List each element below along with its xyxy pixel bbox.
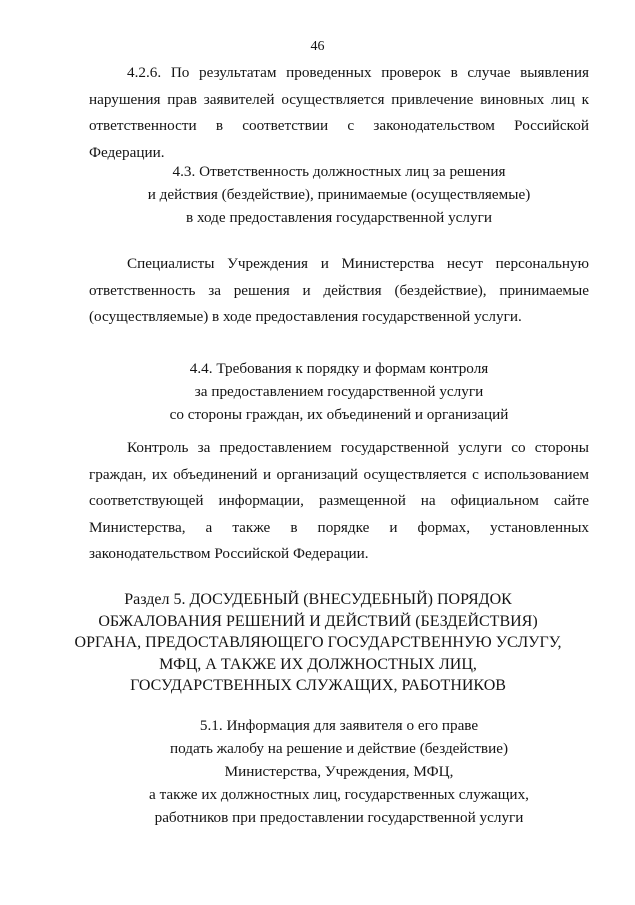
heading-5-1 (89, 714, 589, 829)
heading-4-3-line-2: и действия (бездействие), принимаемые (осуществляемые) (147, 186, 531, 203)
heading-4-4-line-3: со стороны граждан, их объединений и организаций (169, 406, 509, 423)
section-5-title-line-5: ГОСУДАРСТВЕННЫХ СЛУЖАЩИХ, РАБОТНИКОВ (130, 677, 506, 694)
heading-4-3 (89, 160, 589, 229)
heading-5-1-line-3: Министерства, Учреждения, МФЦ, (224, 763, 454, 780)
section-5-title (60, 589, 576, 697)
paragraph-4-2-6: 4.2.6. По результатам проведенных проверок в случае выявления нарушения прав заявителей осуществляется привлечение виновных лиц к ответственности в соответствии с законодательством Российской Федерации. (89, 64, 589, 161)
heading-5-1-line-2: подать жалобу на решение и действие (бездействие) (169, 740, 509, 757)
heading-4-3-line-3: в ходе предоставления государственной услуги (186, 209, 492, 226)
section-5-title-line-1: Раздел 5. ДОСУДЕБНЫЙ (ВНЕСУДЕБНЫЙ) ПОРЯДОК (124, 591, 512, 608)
paragraph-4-3: Специалисты Учреждения и Министерства несут персональную ответственность за решения и действия (бездействие), принимаемые (осуществляемые) в ходе предоставления государственной услуги. (89, 255, 589, 325)
heading-4-4-line-2: за предоставлением государственной услуги (194, 383, 484, 400)
heading-4-4 (89, 357, 589, 426)
section-5-title-line-2: ОБЖАЛОВАНИЯ РЕШЕНИЙ И ДЕЙСТВИЙ (БЕЗДЕЙСТВИЯ) (98, 612, 538, 630)
heading-5-1-line-4: а также их должностных лиц, государственных служащих, (149, 786, 529, 803)
heading-5-1-line-5: работников при предоставлении государственной услуги (154, 809, 524, 826)
heading-5-1-line-1: 5.1. Информация для заявителя о его праве (199, 717, 479, 734)
paragraph-4-4: Контроль за предоставлением государственной услуги со стороны граждан, их объединений и организаций осуществляется с использованием соответствующей информации, размещенной на официальном сайте Министерства, а также в порядке и формах, установленных законодательством Российской Федерации. (89, 439, 589, 562)
heading-4-3-line-1: 4.3. Ответственность должностных лиц за решения (172, 163, 506, 180)
page-number: 46 (310, 39, 325, 54)
section-5-title-line-4: МФЦ, А ТАКЖЕ ИХ ДОЛЖНОСТНЫХ ЛИЦ, (159, 655, 477, 673)
section-5-title-line-3: ОРГАНА, ПРЕДОСТАВЛЯЮЩЕГО ГОСУДАРСТВЕННУЮ УСЛУГУ, (74, 634, 562, 651)
heading-4-4-line-1: 4.4. Требования к порядку и формам контроля (189, 360, 489, 377)
